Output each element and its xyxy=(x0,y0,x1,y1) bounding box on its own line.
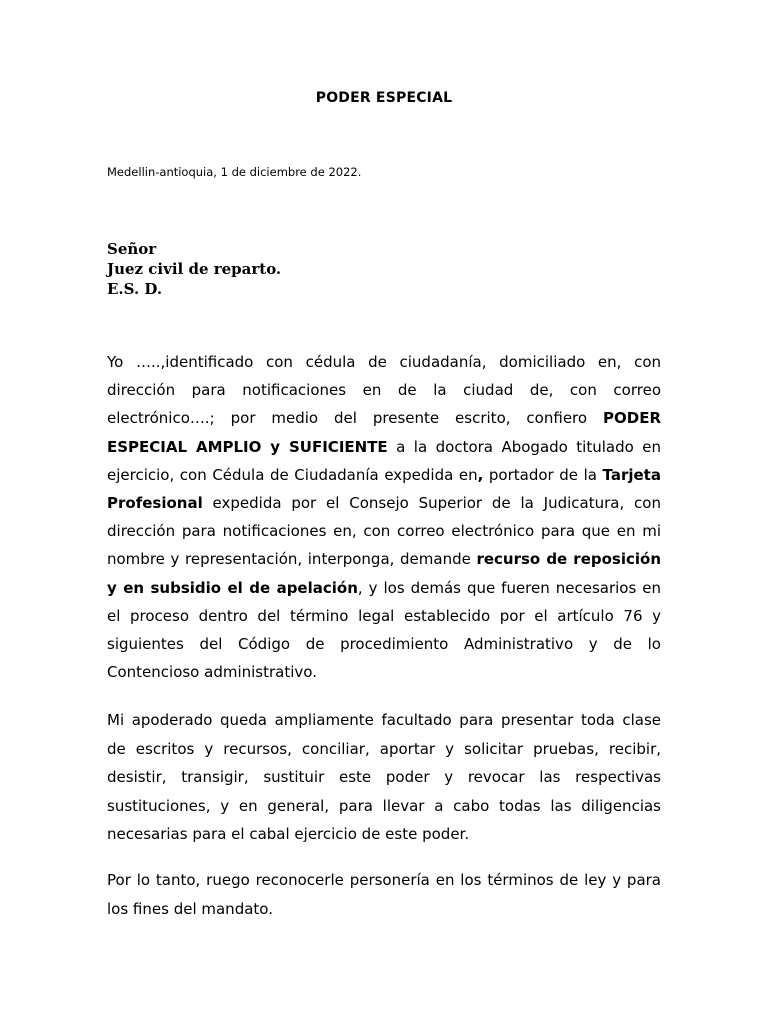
paragraph-closing-request: Por lo tanto, ruego reconocerle personería en los términos de ley y para los fines del mandato. xyxy=(107,871,661,918)
paragraph1-text-5: , y los demás que fueren necesarios en el proceso dentro del término legal establecido por el artículo 76 y siguientes del Código de procedimiento Administrativo y de lo Contencioso administrativo. xyxy=(107,578,661,682)
addressee-salutation: Señor xyxy=(107,240,157,258)
paragraph1-bold-appeal: recurso de reposición y en subsidio el de apelación xyxy=(107,550,662,597)
paragraph1-text-3: portador de la xyxy=(483,465,603,484)
paragraph1-text-1: Yo …..,identificado con cédula de ciudadanía, domiciliado en, con dirección para notificaciones en de la ciudad de, con correo electrónico….; por medio del presente escrito, confiero xyxy=(107,353,661,428)
addressee-abbreviation: E.S. D. xyxy=(107,280,163,298)
paragraph1-bold-professional-card: Tarjeta Profesional xyxy=(107,465,661,513)
paragraph1-text-4: expedida por el Consejo Superior de la Judicatura, con dirección para notificaciones en, con correo electrónico para que en mi nombre y representación, interponga, demande xyxy=(107,494,661,569)
addressee-block xyxy=(107,239,281,299)
place-and-date: Medellin-antioquia, 1 de diciembre de 2022. xyxy=(107,165,362,179)
paragraph-attorney-powers: Mi apoderado queda ampliamente facultado para presentar toda clase de escritos y recursos, conciliar, aportar y solicitar pruebas, recibir, desistir, transigir, sustituir este poder y revocar las respectivas sustituciones, y en general, para llevar a cabo todas las diligencias necesarias para el cabal ejercicio de este poder. xyxy=(107,711,661,843)
paragraph1-text-2: a la doctora Abogado titulado en ejercicio, con Cédula de Ciudadanía expedida en xyxy=(107,437,661,484)
paragraph1-bold-comma: , xyxy=(477,465,484,484)
paragraph1-bold-power: PODER ESPECIAL AMPLIO y SUFICIENTE xyxy=(107,409,661,456)
document-title: PODER ESPECIAL xyxy=(315,90,453,106)
addressee-recipient: Juez civil de reparto. xyxy=(107,260,282,278)
paragraph-power-grant xyxy=(107,348,661,686)
